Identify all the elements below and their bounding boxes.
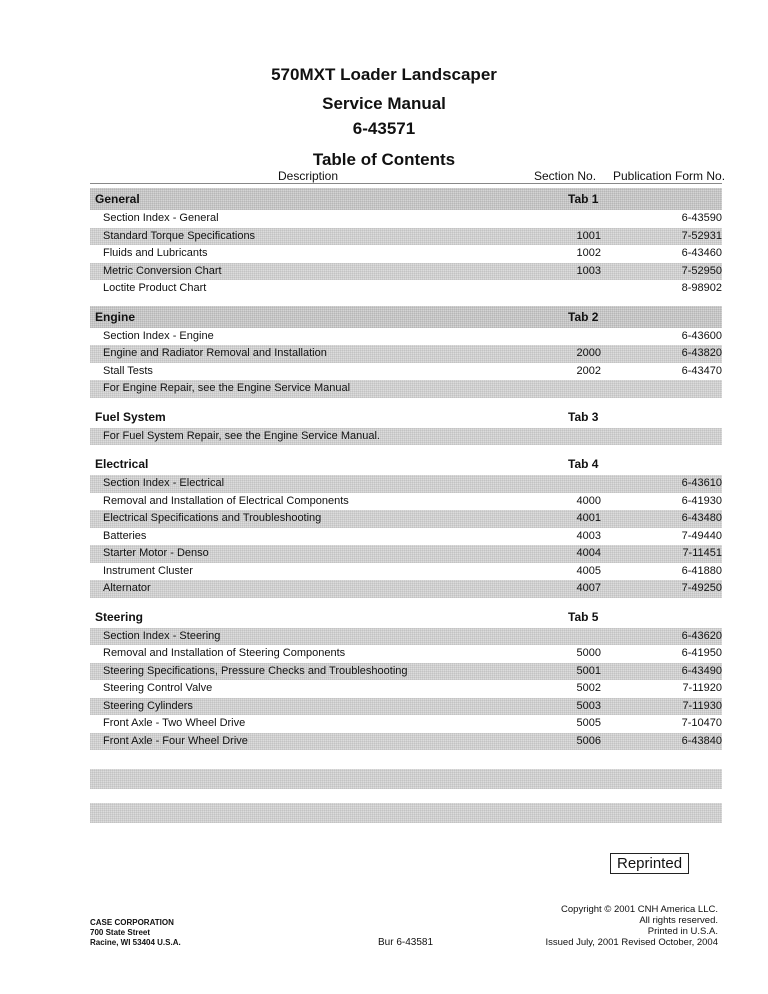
toc-row — [90, 628, 722, 646]
blank-shaded-row — [90, 769, 722, 789]
group-tab: Tab 3 — [568, 409, 599, 424]
group-spacer — [90, 398, 722, 406]
group-name: Steering — [95, 609, 144, 624]
toc-row — [90, 475, 722, 493]
column-header-publication: Publication Form No. — [613, 169, 726, 183]
toc-sect: 5005 — [576, 717, 601, 729]
manual-subtitle: Service Manual — [322, 94, 446, 113]
toc-pub: 6-41950 — [681, 647, 722, 659]
group-header — [90, 306, 722, 328]
toc-desc: Instrument Cluster — [103, 564, 193, 577]
toc-pub: 7-49250 — [681, 582, 722, 594]
toc-pub: 6-43610 — [681, 477, 722, 489]
toc-desc: Front Axle - Four Wheel Drive — [103, 734, 248, 747]
table-of-contents — [90, 188, 722, 750]
toc-pub: 6-43590 — [681, 212, 722, 224]
toc-desc: Metric Conversion Chart — [103, 264, 222, 277]
toc-desc: Starter Motor - Denso — [103, 547, 209, 559]
toc-row — [90, 510, 722, 528]
toc-pub: 6-43620 — [681, 629, 722, 642]
toc-row — [90, 545, 722, 563]
toc-pub: 7-52950 — [681, 264, 722, 277]
toc-row — [90, 563, 722, 581]
toc-row — [90, 428, 722, 446]
toc-row — [90, 245, 722, 263]
toc-pub: 6-41930 — [681, 494, 722, 507]
group-header — [90, 406, 722, 428]
toc-row — [90, 263, 722, 281]
corporation-address — [90, 918, 181, 948]
toc-sect: 4004 — [576, 547, 601, 559]
toc-desc: Steering Specifications, Pressure Checks and Troubleshooting — [103, 664, 408, 677]
group-name: Fuel System — [95, 409, 166, 424]
toc-sect: 4007 — [576, 582, 601, 594]
group-spacer — [90, 598, 722, 606]
toc-sect: 5000 — [576, 647, 601, 659]
group-spacer — [90, 445, 722, 453]
toc-desc: Steering Cylinders — [103, 699, 193, 712]
toc-pub: 6-43840 — [681, 734, 722, 747]
manual-number: 6-43571 — [352, 119, 416, 138]
group-spacer — [90, 298, 722, 306]
toc-heading: Table of Contents — [312, 150, 456, 169]
group-header — [90, 188, 722, 210]
group-header — [90, 606, 722, 628]
copyright-line: Copyright © 2001 CNH America LLC. — [561, 904, 718, 915]
toc-sect: 2002 — [576, 364, 601, 377]
toc-sect: 5002 — [576, 682, 601, 694]
column-header-description: Description — [278, 169, 339, 183]
toc-row — [90, 280, 722, 298]
toc-row — [90, 493, 722, 511]
toc-pub: 6-43480 — [681, 512, 722, 524]
group-tab: Tab 2 — [568, 309, 599, 324]
toc-desc: Section Index - Steering — [103, 629, 221, 642]
title-block — [0, 62, 768, 172]
group-name: General — [95, 192, 140, 206]
toc-pub: 7-11920 — [682, 682, 722, 694]
toc-desc: For Fuel System Repair, see the Engine Service Manual. — [103, 429, 380, 442]
corporation-city: Racine, WI 53404 U.S.A. — [90, 938, 181, 947]
corporation-name: CASE CORPORATION — [90, 918, 174, 927]
toc-row — [90, 345, 722, 363]
toc-row — [90, 645, 722, 663]
toc-desc: Removal and Installation of Steering Components — [103, 647, 346, 659]
toc-pub: 7-49440 — [681, 529, 722, 542]
toc-desc: Engine and Radiator Removal and Installation — [103, 347, 327, 359]
toc-pub: 6-43470 — [681, 364, 722, 377]
toc-row — [90, 715, 722, 733]
rights-line: All rights reserved. — [639, 915, 718, 926]
toc-pub: 7-52931 — [681, 229, 722, 242]
toc-row — [90, 733, 722, 751]
toc-desc: Fluids and Lubricants — [103, 247, 208, 259]
toc-desc: Removal and Installation of Electrical Components — [103, 494, 349, 507]
toc-pub: 6-43820 — [681, 347, 722, 359]
toc-row — [90, 663, 722, 681]
toc-desc: For Engine Repair, see the Engine Service Manual — [103, 382, 351, 394]
toc-desc: Steering Control Valve — [103, 682, 213, 694]
reprinted-stamp: Reprinted — [610, 853, 689, 874]
toc-desc: Section Index - General — [103, 212, 219, 224]
group-tab: Tab 1 — [568, 192, 599, 206]
toc-pub: 7-11930 — [682, 699, 722, 712]
toc-sect: 1001 — [576, 229, 601, 242]
toc-desc: Front Axle - Two Wheel Drive — [103, 717, 246, 729]
group-tab: Tab 5 — [568, 609, 599, 624]
header-divider — [90, 183, 722, 184]
toc-sect: 5006 — [576, 734, 601, 747]
toc-row — [90, 228, 722, 246]
toc-sect: 5003 — [576, 699, 601, 712]
toc-desc: Stall Tests — [103, 364, 153, 377]
toc-pub: 7-11451 — [682, 547, 722, 559]
toc-pub: 6-43600 — [681, 329, 722, 342]
toc-row — [90, 328, 722, 346]
toc-row — [90, 698, 722, 716]
toc-desc: Loctite Product Chart — [103, 282, 207, 294]
toc-row — [90, 580, 722, 598]
toc-desc: Alternator — [103, 582, 151, 594]
toc-row — [90, 680, 722, 698]
toc-desc: Electrical Specifications and Troubleshooting — [103, 512, 322, 524]
toc-sect: 5001 — [576, 664, 601, 677]
toc-row — [90, 380, 722, 398]
toc-row — [90, 210, 722, 228]
blank-shaded-row — [90, 803, 722, 823]
toc-sect: 1003 — [576, 264, 601, 277]
group-name: Electrical — [95, 457, 149, 471]
toc-desc: Section Index - Electrical — [103, 477, 225, 489]
copyright-block — [545, 904, 718, 948]
group-tab: Tab 4 — [568, 457, 599, 471]
toc-pub: 6-43460 — [681, 247, 722, 259]
group-header — [90, 453, 722, 475]
toc-sect: 4003 — [576, 529, 601, 542]
printed-line: Printed in U.S.A. — [647, 926, 718, 937]
toc-sect: 4000 — [576, 494, 601, 507]
toc-desc: Section Index - Engine — [103, 329, 214, 342]
toc-sect: 4001 — [576, 512, 601, 524]
toc-pub: 8-98902 — [681, 282, 722, 294]
toc-pub: 6-41880 — [681, 564, 722, 577]
toc-sect: 2000 — [576, 347, 601, 359]
toc-sect: 4005 — [576, 564, 601, 577]
toc-sect: 1002 — [576, 247, 601, 259]
toc-pub: 6-43490 — [681, 664, 722, 677]
column-header-section: Section No. — [534, 169, 597, 183]
issued-line: Issued July, 2001 Revised October, 2004 — [545, 937, 718, 948]
toc-desc: Batteries — [103, 529, 147, 542]
toc-row — [90, 363, 722, 381]
toc-row — [90, 528, 722, 546]
toc-desc: Standard Torque Specifications — [103, 229, 256, 242]
toc-pub: 7-10470 — [681, 717, 722, 729]
corporation-street: 700 State Street — [90, 928, 151, 937]
group-name: Engine — [95, 309, 136, 324]
manual-title: 570MXT Loader Landscaper — [271, 65, 497, 84]
bur-number: Bur 6-43581 — [378, 937, 434, 948]
